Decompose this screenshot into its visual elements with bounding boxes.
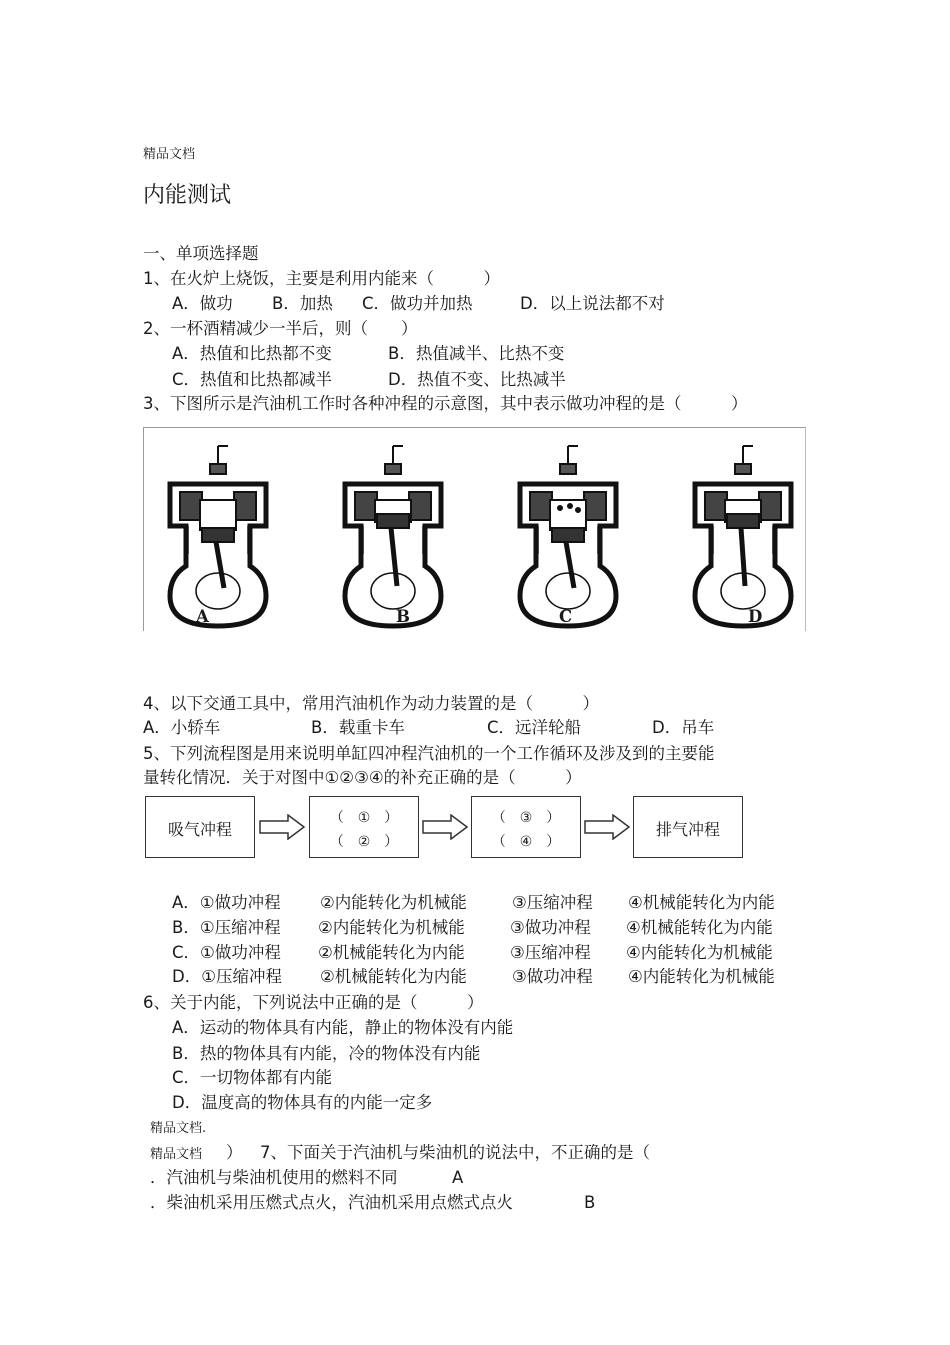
flow-box-intake (145, 796, 255, 858)
flow-arrow-icon (421, 814, 469, 840)
q7-stem: 7、下面关于汽油机与柴油机的说法中，不正确的是（ (260, 1143, 650, 1162)
figure-label-a: A (196, 607, 209, 626)
q6-option-a: A．运动的物体具有内能，静止的物体没有内能 (172, 1018, 514, 1037)
q5-option-row-d (0, 967, 950, 987)
flow-box-intake-label: 吸气冲程 (167, 820, 232, 839)
q6-stem: 6、关于内能，下列说法中正确的是（ ） (143, 993, 484, 1012)
header-label: 精品文档 (143, 147, 196, 162)
q5-b-2: ②内能转化为机械能 (318, 918, 465, 937)
q6-option-d: D．温度高的物体具有的内能一定多 (172, 1093, 433, 1112)
q5-c-2: ②机械能转化为内能 (318, 943, 465, 962)
q2-stem: 2、一杯酒精减少一半后，则（ ） (143, 319, 418, 338)
q1-option-a: A．做功 (172, 294, 233, 313)
q2-option-a: A．热值和比热都不变 (172, 344, 332, 363)
q2-option-c: C．热值和比热都减半 (172, 370, 333, 389)
flowchart (143, 794, 745, 860)
q5-a-4: ④机械能转化为内能 (628, 893, 775, 912)
q5-b-1: B．①压缩冲程 (172, 918, 281, 937)
q7-option-line2: ．柴油机采用压燃式点火，汽油机采用点燃式点火 (150, 1193, 513, 1212)
q5-d-4: ④内能转化为机械能 (628, 967, 775, 986)
q5-b-3: ③做功冲程 (510, 918, 591, 937)
q7-option-line1: ．汽油机与柴油机使用的燃料不同 (150, 1168, 398, 1187)
q5-stem-line1: 5、下列流程图是用来说明单缸四冲程汽油机的一个工作循环及涉及到的主要能 (143, 744, 715, 763)
flow-blank-1: （ ① ） (329, 810, 399, 826)
q1-option-d: D．以上说法都不对 (520, 294, 665, 313)
section-heading: 一、单项选择题 (143, 244, 259, 263)
flow-box-exhaust-label: 排气冲程 (655, 820, 720, 839)
q5-c-3: ③压缩冲程 (510, 943, 591, 962)
engine-stroke-figure (143, 427, 806, 631)
q6-option-c: C．一切物体都有内能 (172, 1068, 333, 1087)
flow-box-step2 (309, 796, 419, 858)
q4-stem: 4、以下交通工具中，常用汽油机作为动力装置的是（ ） (143, 694, 599, 713)
q3-stem: 3、下图所示是汽油机工作时各种冲程的示意图，其中表示做功冲程的是（ ） (143, 394, 748, 413)
q5-c-1: C．①做功冲程 (172, 943, 281, 962)
flow-box-step3 (471, 796, 581, 858)
q5-option-row-c (0, 943, 950, 963)
q4-options (0, 718, 950, 738)
figure-label-c: C (559, 607, 573, 626)
flow-arrow-icon (258, 814, 306, 840)
header-label-page2: 精品文档 (150, 1147, 203, 1162)
q5-a-1: A．①做功冲程 (172, 893, 281, 912)
q2-options-row1 (0, 344, 950, 364)
q1-options (0, 294, 950, 314)
q5-option-row-b (0, 918, 950, 938)
engine-diagram-d (683, 436, 803, 631)
q5-d-1: D．①压缩冲程 (172, 967, 282, 986)
q5-a-2: ②内能转化为机械能 (320, 893, 467, 912)
figure-label-d: D (748, 607, 763, 626)
figure-label-b: B (396, 607, 410, 626)
flow-blank-3: （ ③ ） (491, 810, 561, 826)
q2-option-b: B．热值减半、比热不变 (388, 344, 565, 363)
q5-c-4: ④内能转化为机械能 (626, 943, 773, 962)
q5-d-2: ②机械能转化为内能 (320, 967, 467, 986)
q1-stem: 1、在火炉上烧饭，主要是利用内能来（ ） (143, 269, 500, 288)
q5-a-3: ③压缩冲程 (512, 893, 593, 912)
q4-option-c: C．远洋轮船 (487, 718, 582, 737)
q5-option-row-a (0, 893, 950, 913)
q7-option-letter-a: A (452, 1168, 464, 1187)
q5-d-3: ③做功冲程 (512, 967, 593, 986)
q7-option-letter-b: B (584, 1193, 596, 1212)
engine-diagram-c (508, 436, 628, 631)
q5-stem-line2: 量转化情况．关于对图中①②③④的补充正确的是（ ） (143, 768, 582, 787)
flow-arrow-icon (583, 814, 631, 840)
q6-option-b: B．热的物体具有内能，冷的物体没有内能 (172, 1044, 481, 1063)
q7-paren: ） (226, 1143, 243, 1162)
flow-box-exhaust (633, 796, 743, 858)
q4-option-b: B．载重卡车 (311, 718, 405, 737)
q5-b-4: ④机械能转化为内能 (626, 918, 773, 937)
q2-options-row2 (0, 370, 950, 390)
q2-option-d: D．热值不变、比热减半 (388, 370, 566, 389)
engine-diagram-a (158, 436, 278, 631)
q1-option-c: C．做功并加热 (362, 294, 473, 313)
q4-option-a: A．小轿车 (143, 718, 221, 737)
q1-option-b: B．加热 (272, 294, 333, 313)
flow-blank-2: （ ② ） (329, 834, 399, 850)
flow-blank-4: （ ④ ） (491, 834, 561, 850)
q4-option-d: D．吊车 (652, 718, 715, 737)
footer-label: 精品文档. (150, 1121, 207, 1136)
doc-title: 内能测试 (143, 183, 232, 208)
engine-diagram-b (333, 436, 453, 631)
